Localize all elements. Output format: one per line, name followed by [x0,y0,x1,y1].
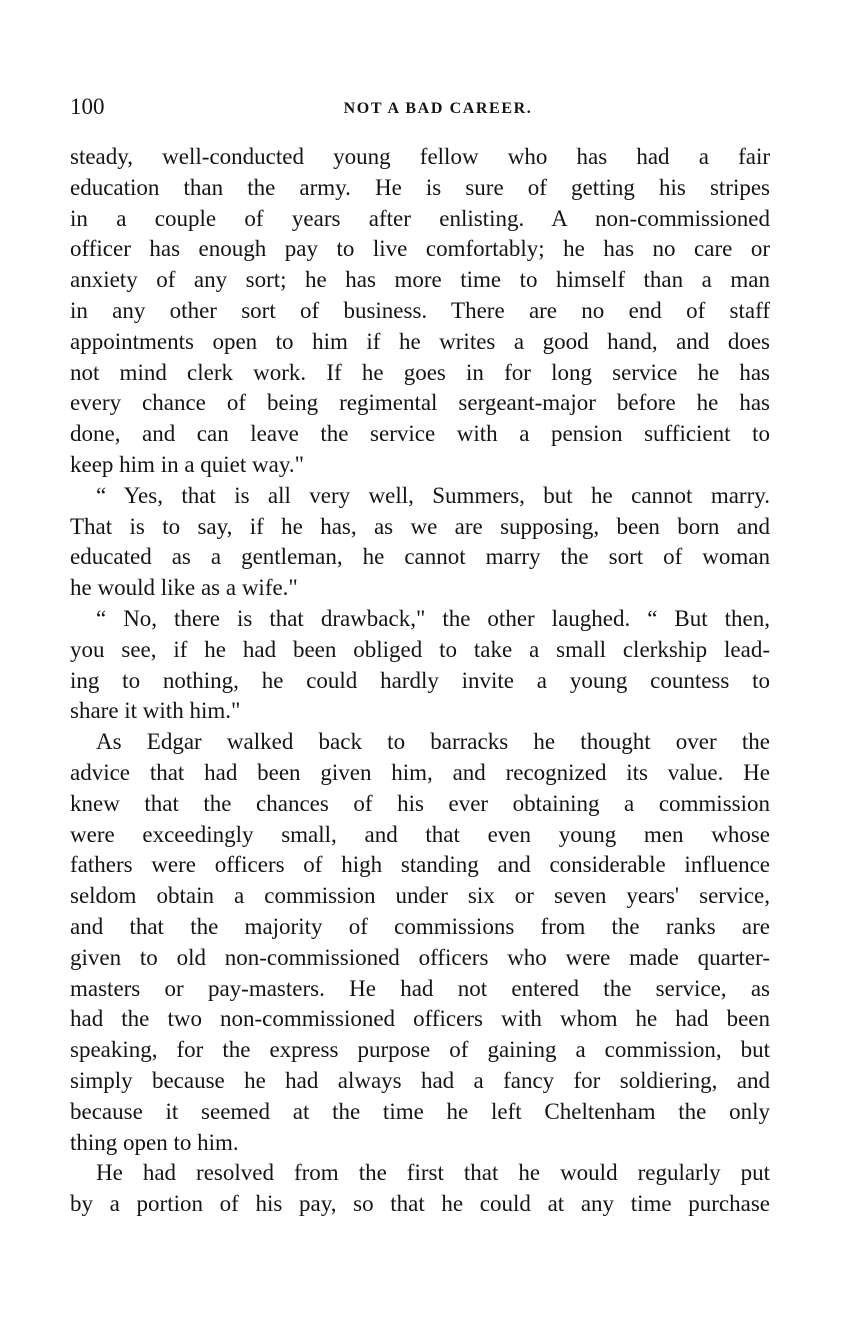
text-line: advice that had been given him, and recognized its value. He [70,759,770,785]
text-line: given to old non-commissioned officers who were made quarter- [70,944,770,970]
text-line: That is to say, if he has, as we are supposing, been born and [70,513,770,539]
text-line: ing to nothing, he could hardly invite a young countess to [70,667,770,693]
text-line: simply because he had always had a fancy for soldiering, and [70,1067,770,1093]
text-line: masters or pay-masters. He had not entered the service, as [70,975,770,1001]
text-line: and that the majority of commissions from the ranks are [70,913,770,939]
text-line: in any other sort of business. There are no end of staff [70,297,770,323]
text-line: every chance of being regimental sergeant-major before he has [70,390,770,416]
page-number: 100 [70,94,105,119]
text-line: “ No, there is that drawback," the other laughed. “ But then, [96,605,770,631]
text-line: by a portion of his pay, so that he could at any time purchase [70,1191,770,1217]
text-line: educated as a gentleman, he cannot marry the sort of woman [70,544,770,570]
text-line: were exceedingly small, and that even young men whose [70,821,770,847]
page-header [70,92,770,122]
text-line: As Edgar walked back to barracks he thought over the [96,729,770,755]
text-line: He had resolved from the first that he would regularly put [96,1160,770,1186]
text-line: seldom obtain a commission under six or seven years' service, [70,883,770,909]
text-line: done, and can leave the service with a pension sufficient to [70,421,770,447]
text-line: keep him in a quiet way." [70,451,304,477]
text-line: officer has enough pay to live comfortably; he has no care or [70,236,770,262]
text-line: knew that the chances of his ever obtaining a commission [70,790,770,816]
text-line: because it seemed at the time he left Cheltenham the only [70,1098,770,1124]
text-line: had the two non-commissioned officers with whom he had been [70,1006,770,1032]
text-line: education than the army. He is sure of getting his stripes [70,174,770,200]
text-line: speaking, for the express purpose of gaining a commission, but [70,1037,770,1063]
text-line: in a couple of years after enlisting. A non-commissioned [70,205,770,231]
text-line: anxiety of any sort; he has more time to himself than a man [70,267,770,293]
text-line: “ Yes, that is all very well, Summers, but he cannot marry. [96,482,770,508]
text-line: thing open to him. [70,1129,239,1155]
text-line: he would like as a wife." [70,575,298,601]
text-line: appointments open to him if he writes a good hand, and does [70,328,770,354]
text-line: share it with him." [70,698,241,724]
running-title: NOT A BAD CAREER. [343,100,533,117]
text-line: not mind clerk work. If he goes in for long service he has [70,359,770,385]
text-line: steady, well-conducted young fellow who has had a fair [70,144,770,169]
body-text [70,142,770,1220]
text-line: fathers were officers of high standing and considerable influence [70,852,770,878]
text-line: you see, if he had been obliged to take a small clerkship lead- [70,636,770,662]
